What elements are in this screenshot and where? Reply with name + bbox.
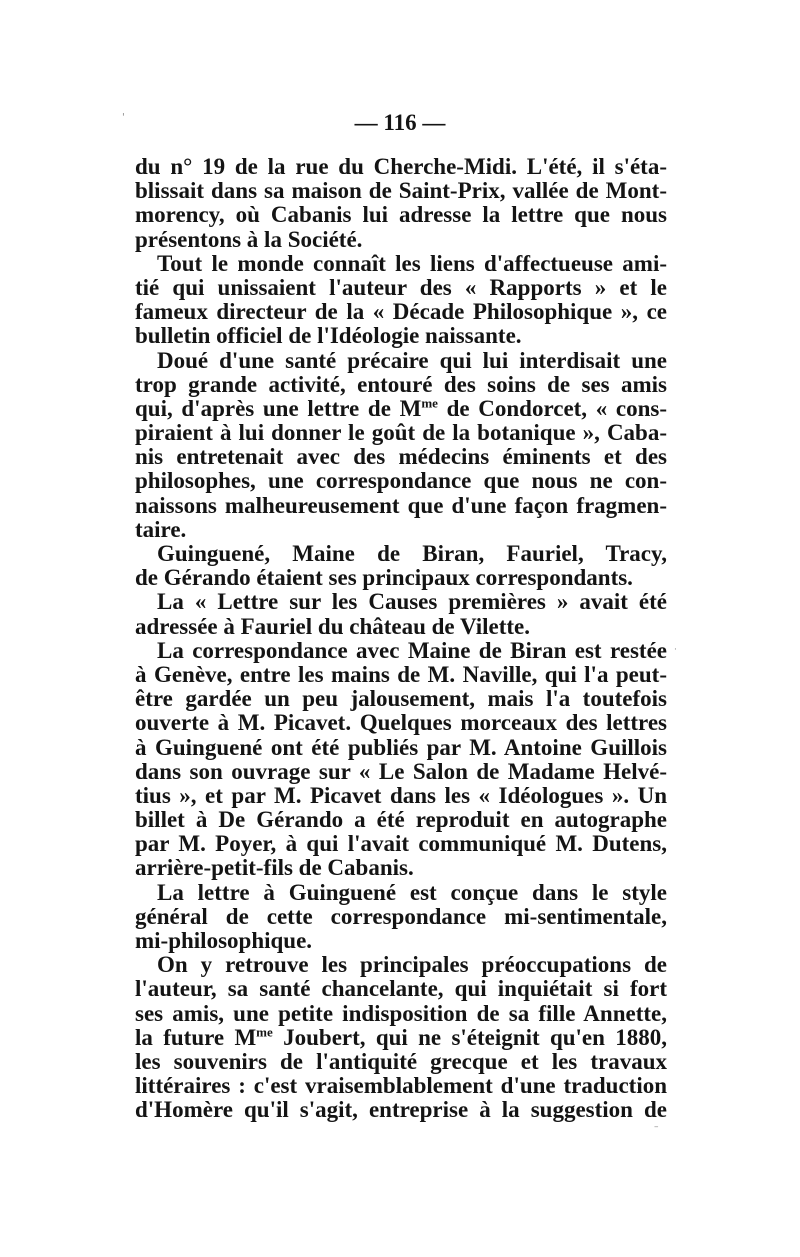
scan-speck: ' xyxy=(122,112,125,123)
text-line: On y retrouve les principales préoccupations de xyxy=(157,952,667,978)
text-line: dans son ouvrage sur « Le Salon de Madame Helvé- xyxy=(135,758,667,784)
text-line: nis entretenait avec des médecins éminents et des xyxy=(135,444,667,470)
page-number: — 116 — xyxy=(354,110,446,135)
text-line: billet à De Gérando a été reproduit en autographe xyxy=(135,807,667,833)
text-line: à Guinguené ont été publiés par M. Antoine Guillois xyxy=(135,734,667,760)
text-line: bulletin officiel de l'Idéologie naissante. xyxy=(135,323,522,349)
text-line: fameux directeur de la « Décade Philosophique », ce xyxy=(135,299,667,325)
paragraph xyxy=(135,349,667,543)
text-line: l'auteur, sa santé chancelante, qui inquiétait si fort xyxy=(135,976,667,1002)
text-line: par M. Poyer, à qui l'avait communiqué M. Dutens, xyxy=(135,831,667,857)
text-line: la future $M^{me}$ Joubert, qui ne s'éteignit qu'en 1880, xyxy=(135,1024,667,1050)
text-line: Guinguené, Maine de Biran, Fauriel, Tracy, xyxy=(157,541,667,566)
text-line: taire. xyxy=(135,516,187,542)
text-line: blissait dans sa maison de Saint-Prix, vallée de Mont- xyxy=(135,178,667,204)
text-line: général de cette correspondance mi-sentimentale, xyxy=(135,903,667,929)
paragraph xyxy=(135,881,667,954)
paragraph xyxy=(135,639,667,881)
text-line: piraient à lui donner le goût de la botanique », Caba- xyxy=(135,420,667,446)
text-line: d'Homère qu'il s'agit, entreprise à la suggestion de xyxy=(135,1097,667,1123)
scan-speck: – xyxy=(654,1122,659,1132)
text-line: qui, d'après une lettre de $M^{me}$ de Condorcet, « cons- xyxy=(135,395,667,421)
text-line: La correspondance avec Maine de Biran est restée xyxy=(157,637,667,663)
text-line: littéraires : c'est vraisemblablement d'une traduction xyxy=(135,1073,667,1099)
text-line: être gardée un peu jalousement, mais l'a toutefois xyxy=(135,686,667,712)
text-line: La « Lettre sur les Causes premières » avait été xyxy=(157,589,667,615)
body-text xyxy=(135,155,667,1123)
text-line: mi-philosophique. xyxy=(135,928,313,953)
text-line: de Gérando étaient ses principaux correspondants. xyxy=(135,565,633,591)
text-line: Doué d'une santé précaire qui lui interdisait une xyxy=(157,347,667,373)
text-line: adressée à Fauriel du château de Vilette. xyxy=(135,613,530,639)
paragraph xyxy=(135,953,667,1122)
text-line: ouverte à M. Picavet. Quelques morceaux des lettres xyxy=(135,710,667,736)
paragraph xyxy=(135,542,667,590)
text-line: tié qui unissaient l'auteur des « Rapports » et le xyxy=(135,274,667,300)
text-line: ses amis, une petite indisposition de sa fille Annette, xyxy=(135,1000,667,1026)
text-line: morency, où Cabanis lui adresse la lettre que nous xyxy=(135,202,667,228)
text-line: Tout le monde connaît les liens d'affectueuse ami- xyxy=(157,250,667,276)
paragraph xyxy=(135,252,667,349)
paragraph xyxy=(135,155,667,252)
text-line: arrière-petit-fils de Cabanis. xyxy=(135,855,414,881)
text-line: du n° 19 de la rue du Cherche-Midi. L'été, il s'éta- xyxy=(135,154,667,179)
text-line: philosophes, une correspondance que nous ne con- xyxy=(135,468,667,494)
text-line: La lettre à Guinguené est conçue dans le style xyxy=(157,879,667,905)
text-line: naissons malheureusement que d'une façon fragmen- xyxy=(135,492,667,518)
text-line: présentons à la Société. xyxy=(135,226,363,252)
text-line: les souvenirs de l'antiquité grecque et les travaux xyxy=(135,1048,667,1074)
text-line: trop grande activité, entouré des soins de ses amis xyxy=(135,371,667,397)
text-line: à Genève, entre les mains de M. Naville, qui l'a peut- xyxy=(135,661,667,687)
paragraph xyxy=(135,590,667,638)
scan-speck: · xyxy=(674,645,677,655)
text-line: tius », et par M. Picavet dans les « Idéologues ». Un xyxy=(135,782,667,808)
